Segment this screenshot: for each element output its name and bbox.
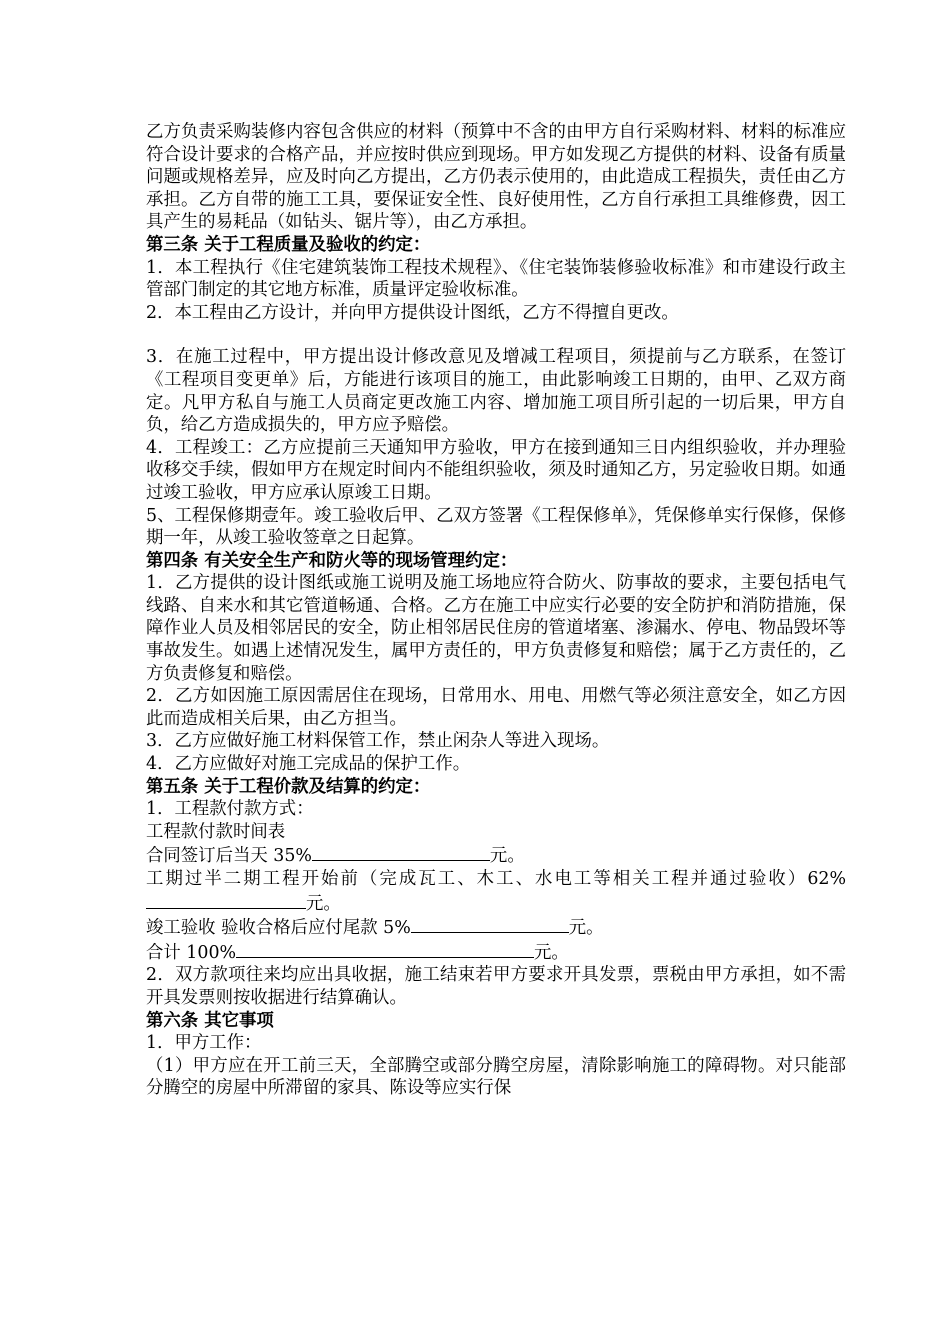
payment-row-unit: 元。 xyxy=(534,942,569,963)
article-5-item-1: 1．工程款付款方式： xyxy=(146,799,314,820)
article-3-heading: 第三条 关于工程质量及验收的约定： xyxy=(146,234,431,255)
article-5-item-2: 2．双方款项往来均应出具收据，施工结束若甲方要求开具发票，票税由甲方承担，如不需开具发票则按收据进行结算确认。 xyxy=(146,965,846,1008)
payment-row-completion xyxy=(146,915,846,940)
payment-row-midterm xyxy=(146,868,846,915)
article-6-item-1-1: （1）甲方应在开工前三天，全部腾空或部分腾空房屋，清除影响施工的障碍物。对只能部分腾空的房屋中所滞留的家具、陈设等应实行保 xyxy=(146,1055,846,1099)
article-6-item-1: 1．甲方工作： xyxy=(146,1033,262,1054)
amount-blank xyxy=(236,940,534,958)
article-3-item-2: 2．本工程由乙方设计，并向甲方提供设计图纸，乙方不得擅自更改。 xyxy=(146,302,679,323)
paragraph-materials: 乙方负责采购装修内容包含供应的材料（预算中不含的由甲方自行采购材料、材料的标准应符合设计要求的合格产品，并应按时供应到现场。甲方如发现乙方提供的材料、设备有质量问题或规格差异，应及时向乙方提出，乙方仍表示使用的，由此造成工程损失，责任由乙方承担。乙方自带的施工工具，要保证安全性、良好使用性，乙方自行承担工具维修费，因工具产生的易耗品（如钻头、锯片等），由乙方承担。 xyxy=(146,122,846,233)
article-4-item-4: 4．乙方应做好对施工完成品的保护工作。 xyxy=(146,754,471,775)
payment-row-total xyxy=(146,940,846,965)
article-4-heading: 第四条 有关安全生产和防火等的现场管理约定： xyxy=(146,550,518,571)
article-3-item-5: 5、工程保修期壹年。竣工验收后甲、乙双方签署《工程保修单》，凭保修单实行保修，保修期一年，从竣工验收签章之日起算。 xyxy=(146,505,846,549)
article-5-heading: 第五条 关于工程价款及结算的约定： xyxy=(146,776,431,797)
article-3-item-4: 4．工程竣工：乙方应提前三天通知甲方验收，甲方在接到通知三日内组织验收，并办理验收移交手续，假如甲方在规定时间内不能组织验收，须及时通知乙方，另定验收日期。如通过竣工验收，甲方应承认原竣工日期。 xyxy=(146,437,846,503)
article-3-item-1: 1．本工程执行《住宅建筑装饰工程技术规程》、《住宅装饰装修验收标准》和市建设行政主管部门制定的其它地方标准，质量评定验收标准。 xyxy=(146,257,846,301)
spacer xyxy=(146,324,846,346)
amount-blank xyxy=(312,843,490,861)
payment-row-label: 工期过半二期工程开始前（完成瓦工、木工、水电工等相关工程并通过验收）62% xyxy=(146,869,846,889)
payment-row-label: 竣工验收 验收合格后应付尾款 5% xyxy=(146,918,411,939)
payment-schedule-title: 工程款付款时间表 xyxy=(146,821,286,842)
payment-row-unit: 元。 xyxy=(489,846,525,867)
payment-row-signing xyxy=(146,843,846,868)
article-4-item-3: 3．乙方应做好施工材料保管工作，禁止闲杂人等进入现场。 xyxy=(146,731,610,752)
article-6-heading: 第六条 其它事项 xyxy=(146,1010,274,1031)
amount-blank xyxy=(411,915,569,933)
payment-row-label: 合同签订后当天 35% xyxy=(146,846,312,867)
amount-blank xyxy=(146,891,306,909)
article-4-item-1: 1．乙方提供的设计图纸或施工说明及施工场地应符合防火、防事故的要求，主要包括电气线路、自来水和其它管道畅通、合格。乙方在施工中应实行必要的安全防护和消防措施，保障作业人员及相邻居民的安全，防止相邻居民住房的管道堵塞、渗漏水、停电、物品毁坏等事故发生。如遇上述情况发生，属甲方责任的，甲方负责修复和赔偿；属于乙方责任的，乙方负责修复和赔偿。 xyxy=(146,573,846,684)
payment-row-unit: 元。 xyxy=(568,918,604,939)
contract-page xyxy=(146,121,846,1100)
article-4-item-2: 2．乙方如因施工原因需居住在现场，日常用水、用电、用燃气等必须注意安全，如乙方因此而造成相关后果，由乙方担当。 xyxy=(146,686,846,729)
payment-row-unit: 元。 xyxy=(306,893,341,914)
payment-row-label: 合计 100% xyxy=(146,942,237,963)
article-3-item-3: 3．在施工过程中，甲方提出设计修改意见及增减工程项目，须提前与乙方联系，在签订《工程项目变更单》后，方能进行该项目的施工，由此影响竣工日期的，由甲、乙双方商定。凡甲方私自与施工人员商定更改施工内容、增加施工项目所引起的一切后果，甲方自负，给乙方造成损失的，甲方应予赔偿。 xyxy=(146,347,846,436)
